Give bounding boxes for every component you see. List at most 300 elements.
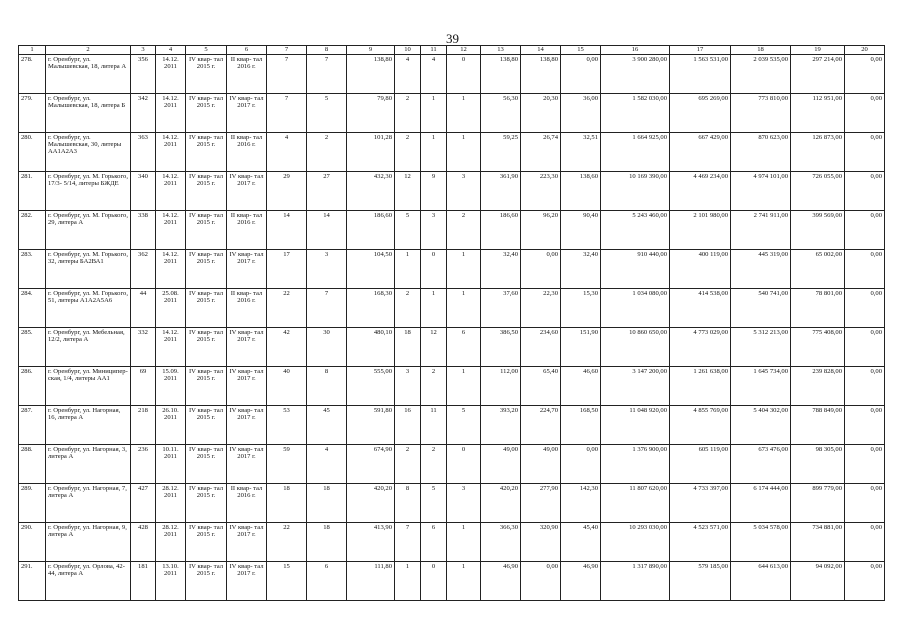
municipal-area-cell: 32,51: [561, 133, 601, 172]
total-cost-cell: 910 440,00: [601, 250, 670, 289]
column-number: 19: [791, 46, 845, 55]
municipal-area-cell: 90,40: [561, 211, 601, 250]
resettle-area-cell: 386,50: [481, 328, 521, 367]
rooms-private-cell: 1: [421, 133, 447, 172]
fund-cost-cell: 4 773 029,00: [670, 328, 731, 367]
total-cost-cell: 1 034 080,00: [601, 289, 670, 328]
area-cell: 101,28: [347, 133, 395, 172]
end-period-cell: II квар- тал 2016 г.: [227, 133, 267, 172]
row-number-cell: 286.: [19, 367, 46, 406]
start-period-cell: IV квар- тал 2015 г.: [186, 133, 227, 172]
rooms-total-cell: 18: [395, 328, 421, 367]
extra-cost-cell: 0,00: [845, 133, 885, 172]
doc-date-cell: 14.12. 2011: [156, 328, 186, 367]
private-area-cell: 96,20: [521, 211, 561, 250]
rooms-municipal-cell: 1: [447, 133, 481, 172]
resettle-area-cell: 420,20: [481, 484, 521, 523]
row-number-cell: 289.: [19, 484, 46, 523]
rooms-private-cell: 0: [421, 562, 447, 601]
residents-cell: 15: [267, 562, 307, 601]
row-number-cell: 279.: [19, 94, 46, 133]
end-period-cell: II квар- тал 2016 г.: [227, 211, 267, 250]
area-cell: 138,80: [347, 55, 395, 94]
register-table: [18, 45, 885, 601]
column-number: 7: [267, 46, 307, 55]
doc-date-cell: 28.12. 2011: [156, 484, 186, 523]
total-cost-cell: 3 147 200,00: [601, 367, 670, 406]
private-area-cell: 320,90: [521, 523, 561, 562]
start-period-cell: IV квар- тал 2015 г.: [186, 406, 227, 445]
rooms-private-cell: 12: [421, 328, 447, 367]
region-cost-cell: 6 174 444,00: [731, 484, 791, 523]
column-number: 15: [561, 46, 601, 55]
column-number: 16: [601, 46, 670, 55]
area-cell: 186,60: [347, 211, 395, 250]
fund-cost-cell: 4 855 769,00: [670, 406, 731, 445]
rooms-municipal-cell: 1: [447, 523, 481, 562]
fund-cost-cell: 4 733 397,00: [670, 484, 731, 523]
resettle-area-cell: 112,00: [481, 367, 521, 406]
residents-cell: 22: [267, 289, 307, 328]
column-number: 8: [307, 46, 347, 55]
fund-cost-cell: 2 101 980,00: [670, 211, 731, 250]
column-number: 9: [347, 46, 395, 55]
extra-cost-cell: 0,00: [845, 562, 885, 601]
column-number: 12: [447, 46, 481, 55]
page-number: 39: [446, 31, 459, 46]
rooms-total-cell: 8: [395, 484, 421, 523]
address-cell: г. Оренбург, ул. Нагорная, 3, литера А: [46, 445, 131, 484]
address-cell: г. Оренбург, ул. М. Горького, 17/3- 5/14, литеры БЖДЕ: [46, 172, 131, 211]
rooms-municipal-cell: 0: [447, 55, 481, 94]
doc-date-cell: 15.09. 2011: [156, 367, 186, 406]
fund-cost-cell: 4 523 571,00: [670, 523, 731, 562]
resettle-area-cell: 186,60: [481, 211, 521, 250]
local-cost-cell: 65 002,00: [791, 250, 845, 289]
region-cost-cell: 673 476,00: [731, 445, 791, 484]
fund-cost-cell: 579 185,00: [670, 562, 731, 601]
rooms-private-cell: 6: [421, 523, 447, 562]
doc-number-cell: 44: [131, 289, 156, 328]
local-cost-cell: 126 873,00: [791, 133, 845, 172]
column-number: 20: [845, 46, 885, 55]
resettle-area-cell: 46,90: [481, 562, 521, 601]
doc-date-cell: 14.12. 2011: [156, 211, 186, 250]
column-number: 4: [156, 46, 186, 55]
doc-date-cell: 14.12. 2011: [156, 133, 186, 172]
row-number-cell: 282.: [19, 211, 46, 250]
start-period-cell: IV квар- тал 2015 г.: [186, 172, 227, 211]
residents-cell: 22: [267, 523, 307, 562]
resettle-area-cell: 37,60: [481, 289, 521, 328]
column-number: 18: [731, 46, 791, 55]
start-period-cell: IV квар- тал 2015 г.: [186, 523, 227, 562]
address-cell: г. Оренбург, ул. Нагорная, 9, литера А: [46, 523, 131, 562]
region-cost-cell: 540 741,00: [731, 289, 791, 328]
column-number: 17: [670, 46, 731, 55]
start-period-cell: IV квар- тал 2015 г.: [186, 562, 227, 601]
extra-cost-cell: 0,00: [845, 211, 885, 250]
doc-number-cell: 342: [131, 94, 156, 133]
area-cell: 555,00: [347, 367, 395, 406]
row-number-cell: 291.: [19, 562, 46, 601]
extra-cost-cell: 0,00: [845, 484, 885, 523]
extra-cost-cell: 0,00: [845, 328, 885, 367]
municipal-area-cell: 45,40: [561, 523, 601, 562]
end-period-cell: IV квар- тал 2017 г.: [227, 367, 267, 406]
start-period-cell: IV квар- тал 2015 г.: [186, 445, 227, 484]
start-period-cell: IV квар- тал 2015 г.: [186, 289, 227, 328]
doc-number-cell: 236: [131, 445, 156, 484]
table-row: [19, 562, 885, 601]
extra-cost-cell: 0,00: [845, 367, 885, 406]
total-cost-cell: 1 664 925,00: [601, 133, 670, 172]
doc-number-cell: 218: [131, 406, 156, 445]
start-period-cell: IV квар- тал 2015 г.: [186, 211, 227, 250]
rooms-private-cell: 11: [421, 406, 447, 445]
table-row: [19, 367, 885, 406]
extra-cost-cell: 0,00: [845, 250, 885, 289]
municipal-area-cell: 142,30: [561, 484, 601, 523]
end-period-cell: IV квар- тал 2017 г.: [227, 250, 267, 289]
table-row: [19, 133, 885, 172]
table-row: [19, 523, 885, 562]
total-cost-cell: 1 582 030,00: [601, 94, 670, 133]
residents-cell: 29: [267, 172, 307, 211]
residents-cell: 17: [267, 250, 307, 289]
fund-cost-cell: 1 261 638,00: [670, 367, 731, 406]
rooms-private-cell: 0: [421, 250, 447, 289]
address-cell: г. Оренбург, ул. Малышевская, 30, литеры АА1А2А3: [46, 133, 131, 172]
rooms-municipal-cell: 5: [447, 406, 481, 445]
address-cell: г. Оренбург, ул. М. Горького, 29, литера А: [46, 211, 131, 250]
local-cost-cell: 734 881,00: [791, 523, 845, 562]
rooms-total-cell: 1: [395, 250, 421, 289]
start-period-cell: IV квар- тал 2015 г.: [186, 328, 227, 367]
resettle-residents-cell: 6: [307, 562, 347, 601]
residents-cell: 7: [267, 55, 307, 94]
table-row: [19, 250, 885, 289]
rooms-municipal-cell: 1: [447, 94, 481, 133]
row-number-cell: 278.: [19, 55, 46, 94]
rooms-municipal-cell: 3: [447, 172, 481, 211]
private-area-cell: 0,00: [521, 562, 561, 601]
private-area-cell: 223,30: [521, 172, 561, 211]
local-cost-cell: 239 828,00: [791, 367, 845, 406]
region-cost-cell: 2 039 535,00: [731, 55, 791, 94]
extra-cost-cell: 0,00: [845, 406, 885, 445]
column-number: 10: [395, 46, 421, 55]
address-cell: г. Оренбург, ул. Миниципер- ская, 1/4, литеры АА1: [46, 367, 131, 406]
table-row: [19, 94, 885, 133]
private-area-cell: 49,00: [521, 445, 561, 484]
rooms-total-cell: 4: [395, 55, 421, 94]
resettle-area-cell: 393,20: [481, 406, 521, 445]
address-cell: г. Оренбург, ул. Малышевская, 18, литера Б: [46, 94, 131, 133]
region-cost-cell: 870 623,00: [731, 133, 791, 172]
residents-cell: 14: [267, 211, 307, 250]
municipal-area-cell: 46,60: [561, 367, 601, 406]
fund-cost-cell: 414 538,00: [670, 289, 731, 328]
row-number-cell: 288.: [19, 445, 46, 484]
rooms-private-cell: 4: [421, 55, 447, 94]
municipal-area-cell: 168,50: [561, 406, 601, 445]
residents-cell: 42: [267, 328, 307, 367]
residents-cell: 7: [267, 94, 307, 133]
resettle-area-cell: 32,40: [481, 250, 521, 289]
doc-date-cell: 10.11. 2011: [156, 445, 186, 484]
fund-cost-cell: 4 469 234,00: [670, 172, 731, 211]
doc-date-cell: 25.08. 2011: [156, 289, 186, 328]
region-cost-cell: 5 404 302,00: [731, 406, 791, 445]
resettle-residents-cell: 14: [307, 211, 347, 250]
total-cost-cell: 10 293 030,00: [601, 523, 670, 562]
rooms-total-cell: 7: [395, 523, 421, 562]
area-cell: 480,10: [347, 328, 395, 367]
total-cost-cell: 3 900 280,00: [601, 55, 670, 94]
resettle-area-cell: 366,30: [481, 523, 521, 562]
fund-cost-cell: 695 269,00: [670, 94, 731, 133]
start-period-cell: IV квар- тал 2015 г.: [186, 55, 227, 94]
region-cost-cell: 2 741 911,00: [731, 211, 791, 250]
resettle-residents-cell: 8: [307, 367, 347, 406]
area-cell: 591,80: [347, 406, 395, 445]
register-body: [19, 46, 885, 601]
local-cost-cell: 94 092,00: [791, 562, 845, 601]
extra-cost-cell: 0,00: [845, 445, 885, 484]
row-number-cell: 281.: [19, 172, 46, 211]
private-area-cell: 65,40: [521, 367, 561, 406]
row-number-cell: 287.: [19, 406, 46, 445]
column-number: 2: [46, 46, 131, 55]
rooms-total-cell: 2: [395, 133, 421, 172]
total-cost-cell: 5 243 460,00: [601, 211, 670, 250]
area-cell: 674,90: [347, 445, 395, 484]
area-cell: 104,50: [347, 250, 395, 289]
resettle-residents-cell: 18: [307, 523, 347, 562]
rooms-total-cell: 1: [395, 562, 421, 601]
doc-number-cell: 356: [131, 55, 156, 94]
start-period-cell: IV квар- тал 2015 г.: [186, 250, 227, 289]
rooms-total-cell: 3: [395, 367, 421, 406]
end-period-cell: IV квар- тал 2017 г.: [227, 94, 267, 133]
doc-number-cell: 428: [131, 523, 156, 562]
extra-cost-cell: 0,00: [845, 94, 885, 133]
rooms-municipal-cell: 6: [447, 328, 481, 367]
municipal-area-cell: 32,40: [561, 250, 601, 289]
row-number-cell: 284.: [19, 289, 46, 328]
start-period-cell: IV квар- тал 2015 г.: [186, 94, 227, 133]
resettle-residents-cell: 5: [307, 94, 347, 133]
residents-cell: 40: [267, 367, 307, 406]
extra-cost-cell: 0,00: [845, 289, 885, 328]
doc-date-cell: 14.12. 2011: [156, 55, 186, 94]
extra-cost-cell: 0,00: [845, 523, 885, 562]
resettle-area-cell: 59,25: [481, 133, 521, 172]
local-cost-cell: 726 055,00: [791, 172, 845, 211]
rooms-private-cell: 3: [421, 211, 447, 250]
resettle-residents-cell: 7: [307, 289, 347, 328]
region-cost-cell: 5 034 578,00: [731, 523, 791, 562]
private-area-cell: 20,30: [521, 94, 561, 133]
resettle-residents-cell: 18: [307, 484, 347, 523]
region-cost-cell: 5 312 213,00: [731, 328, 791, 367]
municipal-area-cell: 15,30: [561, 289, 601, 328]
table-row: [19, 55, 885, 94]
rooms-total-cell: 2: [395, 445, 421, 484]
table-row: [19, 484, 885, 523]
end-period-cell: II квар- тал 2016 г.: [227, 484, 267, 523]
address-cell: г. Оренбург, ул. Орлова, 42-44, литера А: [46, 562, 131, 601]
resettle-residents-cell: 45: [307, 406, 347, 445]
end-period-cell: IV квар- тал 2017 г.: [227, 445, 267, 484]
extra-cost-cell: 0,00: [845, 172, 885, 211]
residents-cell: 4: [267, 133, 307, 172]
resettle-residents-cell: 2: [307, 133, 347, 172]
area-cell: 432,30: [347, 172, 395, 211]
table-row: [19, 172, 885, 211]
rooms-total-cell: 16: [395, 406, 421, 445]
doc-date-cell: 14.12. 2011: [156, 172, 186, 211]
private-area-cell: 138,80: [521, 55, 561, 94]
address-cell: г. Оренбург, ул. Нагорная, 16, литера А: [46, 406, 131, 445]
column-number: 14: [521, 46, 561, 55]
end-period-cell: IV квар- тал 2017 г.: [227, 523, 267, 562]
start-period-cell: IV квар- тал 2015 г.: [186, 367, 227, 406]
fund-cost-cell: 667 429,00: [670, 133, 731, 172]
resettle-area-cell: 56,30: [481, 94, 521, 133]
local-cost-cell: 78 801,00: [791, 289, 845, 328]
rooms-private-cell: 2: [421, 367, 447, 406]
resettle-residents-cell: 7: [307, 55, 347, 94]
doc-number-cell: 427: [131, 484, 156, 523]
total-cost-cell: 11 048 920,00: [601, 406, 670, 445]
start-period-cell: IV квар- тал 2015 г.: [186, 484, 227, 523]
private-area-cell: 277,90: [521, 484, 561, 523]
column-number-row: [19, 46, 885, 55]
area-cell: 79,80: [347, 94, 395, 133]
local-cost-cell: 788 849,00: [791, 406, 845, 445]
region-cost-cell: 644 613,00: [731, 562, 791, 601]
residents-cell: 59: [267, 445, 307, 484]
table-row: [19, 445, 885, 484]
column-number: 3: [131, 46, 156, 55]
column-number: 13: [481, 46, 521, 55]
local-cost-cell: 112 951,00: [791, 94, 845, 133]
region-cost-cell: 1 645 734,00: [731, 367, 791, 406]
rooms-municipal-cell: 3: [447, 484, 481, 523]
municipal-area-cell: 138,60: [561, 172, 601, 211]
end-period-cell: II квар- тал 2016 г.: [227, 55, 267, 94]
fund-cost-cell: 1 563 531,00: [670, 55, 731, 94]
total-cost-cell: 11 807 620,00: [601, 484, 670, 523]
resettle-residents-cell: 27: [307, 172, 347, 211]
rooms-municipal-cell: 1: [447, 367, 481, 406]
address-cell: г. Оренбург, ул. Нагорная, 7, литера А: [46, 484, 131, 523]
rooms-private-cell: 9: [421, 172, 447, 211]
private-area-cell: 0,00: [521, 250, 561, 289]
end-period-cell: IV квар- тал 2017 г.: [227, 562, 267, 601]
rooms-municipal-cell: 1: [447, 289, 481, 328]
doc-number-cell: 181: [131, 562, 156, 601]
doc-number-cell: 340: [131, 172, 156, 211]
municipal-area-cell: 151,90: [561, 328, 601, 367]
address-cell: г. Оренбург, ул. Малышевская, 18, литера А: [46, 55, 131, 94]
row-number-cell: 280.: [19, 133, 46, 172]
local-cost-cell: 399 569,00: [791, 211, 845, 250]
resettle-area-cell: 49,00: [481, 445, 521, 484]
fund-cost-cell: 400 119,00: [670, 250, 731, 289]
doc-date-cell: 13.10. 2011: [156, 562, 186, 601]
resettle-area-cell: 138,80: [481, 55, 521, 94]
column-number: 1: [19, 46, 46, 55]
total-cost-cell: 1 317 890,00: [601, 562, 670, 601]
resettle-residents-cell: 30: [307, 328, 347, 367]
table-row: [19, 406, 885, 445]
fund-cost-cell: 605 119,00: [670, 445, 731, 484]
doc-date-cell: 14.12. 2011: [156, 94, 186, 133]
private-area-cell: 22,30: [521, 289, 561, 328]
doc-date-cell: 26.10. 2011: [156, 406, 186, 445]
table-row: [19, 328, 885, 367]
local-cost-cell: 775 408,00: [791, 328, 845, 367]
column-number: 5: [186, 46, 227, 55]
doc-number-cell: 338: [131, 211, 156, 250]
end-period-cell: IV квар- тал 2017 г.: [227, 406, 267, 445]
municipal-area-cell: 0,00: [561, 55, 601, 94]
end-period-cell: II квар- тал 2016 г.: [227, 289, 267, 328]
total-cost-cell: 10 860 650,00: [601, 328, 670, 367]
doc-date-cell: 28.12. 2011: [156, 523, 186, 562]
column-number: 6: [227, 46, 267, 55]
doc-number-cell: 332: [131, 328, 156, 367]
rooms-municipal-cell: 1: [447, 250, 481, 289]
address-cell: г. Оренбург, ул. Мебельная, 12/2, литера А: [46, 328, 131, 367]
rooms-private-cell: 1: [421, 94, 447, 133]
area-cell: 413,90: [347, 523, 395, 562]
doc-number-cell: 363: [131, 133, 156, 172]
private-area-cell: 26,74: [521, 133, 561, 172]
rooms-municipal-cell: 1: [447, 562, 481, 601]
doc-number-cell: 362: [131, 250, 156, 289]
extra-cost-cell: 0,00: [845, 55, 885, 94]
end-period-cell: IV квар- тал 2017 г.: [227, 328, 267, 367]
rooms-private-cell: 5: [421, 484, 447, 523]
region-cost-cell: 445 319,00: [731, 250, 791, 289]
private-area-cell: 224,70: [521, 406, 561, 445]
rooms-total-cell: 5: [395, 211, 421, 250]
row-number-cell: 290.: [19, 523, 46, 562]
row-number-cell: 285.: [19, 328, 46, 367]
address-cell: г. Оренбург, ул. М. Горького, 32, литеры БА2ВА1: [46, 250, 131, 289]
table-row: [19, 211, 885, 250]
doc-date-cell: 14.12. 2011: [156, 250, 186, 289]
end-period-cell: IV квар- тал 2017 г.: [227, 172, 267, 211]
rooms-total-cell: 2: [395, 289, 421, 328]
resettle-residents-cell: 3: [307, 250, 347, 289]
municipal-area-cell: 46,90: [561, 562, 601, 601]
resettle-residents-cell: 4: [307, 445, 347, 484]
resettle-area-cell: 361,90: [481, 172, 521, 211]
rooms-private-cell: 1: [421, 289, 447, 328]
rooms-total-cell: 12: [395, 172, 421, 211]
doc-number-cell: 69: [131, 367, 156, 406]
municipal-area-cell: 36,00: [561, 94, 601, 133]
rooms-municipal-cell: 0: [447, 445, 481, 484]
total-cost-cell: 1 376 900,00: [601, 445, 670, 484]
row-number-cell: 283.: [19, 250, 46, 289]
local-cost-cell: 899 779,00: [791, 484, 845, 523]
